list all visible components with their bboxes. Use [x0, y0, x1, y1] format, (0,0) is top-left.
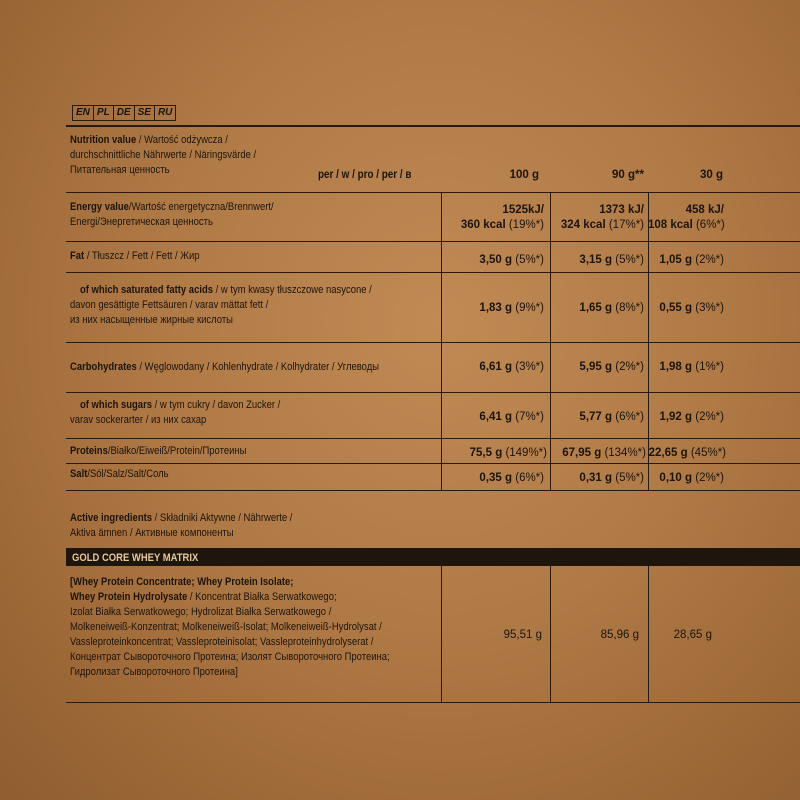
row-salt-100g — [441, 471, 544, 485]
row-saturated-label-bold: of which saturated fatty acids — [80, 284, 214, 296]
row-sugars-90g — [550, 410, 644, 424]
row-sugars-100g-pct: (7%*) — [515, 411, 544, 423]
row-proteins-label-rest: /Białko/Eiweiß/Protein/Протеины — [107, 445, 247, 457]
rule-header — [66, 192, 800, 193]
rule-proteins — [66, 463, 800, 464]
rule-carbs — [66, 392, 800, 393]
row-carbs-100g-pct: (3%*) — [515, 361, 544, 373]
lang-tag-en: EN — [72, 105, 94, 121]
row-proteins-100g-pct: (149%*) — [505, 447, 547, 459]
rule-bottom — [66, 702, 800, 703]
active-ingredients-label-bold: Active ingredients — [70, 512, 153, 524]
row-carbs-100g — [441, 360, 544, 374]
row-energy-100g-kcal — [441, 218, 544, 232]
row-saturated-30g — [648, 301, 724, 315]
row-fat-100g-pct: (5%*) — [515, 254, 544, 266]
row-saturated-100g — [441, 301, 544, 315]
row-proteins-30g-pct: (45%*) — [690, 447, 726, 459]
header-col-90g: 90 g** — [612, 169, 644, 181]
header-line2: durchschnittliche Nährwerte / Näringsvärde / — [70, 149, 257, 161]
row-salt-30g-val: 0,10 g — [659, 472, 693, 484]
matrix-line4: Molkeneiweiß-Konzentrat; Molkeneiweiß-Isolat; Molkeneiweiß-Hydrolysat / — [70, 621, 382, 633]
row-salt-label-bold: Salt — [70, 468, 88, 480]
row-salt-30g — [648, 471, 724, 485]
row-fat-label-bold: Fat — [70, 250, 85, 262]
row-fat-90g — [550, 253, 644, 267]
row-energy-label-bold: Energy value — [70, 201, 129, 213]
row-sugars-90g-val: 5,77 g — [579, 411, 613, 423]
matrix-line1: [Whey Protein Concentrate; Whey Protein Isolate; — [70, 576, 294, 588]
row-salt-90g — [550, 471, 644, 485]
active-ingredients-label-rest: / Składniki Aktywne / Nährwerte / — [152, 512, 293, 524]
row-proteins-90g — [550, 446, 646, 460]
row-salt-90g-pct: (5%*) — [615, 472, 644, 484]
row-energy-90g-kj: 1373 kJ/ — [599, 204, 644, 216]
row-sugars-label — [80, 398, 280, 412]
row-fat-100g — [441, 253, 544, 267]
matrix-line2-bold: Whey Protein Hydrolysate — [70, 591, 188, 603]
header-per: per / w / pro / per / в — [318, 169, 412, 181]
row-saturated-label-line3: из них насыщенные жирные кислоты — [70, 314, 233, 326]
header-line3: Питательная ценность — [70, 164, 170, 176]
rule-fat — [66, 272, 800, 273]
row-energy-30g-pct: (6%*) — [695, 219, 725, 231]
active-ingredients-label — [70, 511, 292, 525]
row-proteins-100g — [441, 446, 547, 460]
row-salt-100g-val: 0,35 g — [479, 472, 513, 484]
row-carbs-30g — [648, 360, 724, 374]
row-fat-label — [70, 249, 199, 263]
row-energy-90g-kcal-val: 324 kcal — [560, 219, 606, 231]
row-energy-100g-pct: (19%*) — [508, 219, 544, 231]
matrix-line2 — [70, 590, 337, 604]
row-sugars-label-bold: of which sugars — [80, 399, 153, 411]
active-ingredients-line2: Aktiva ämnen / Активные компоненты — [70, 527, 234, 539]
language-tags — [72, 105, 175, 121]
row-energy-30g-kj: 458 kJ/ — [685, 204, 724, 216]
row-carbs-100g-val: 6,61 g — [479, 361, 513, 373]
row-fat-90g-val: 3,15 g — [579, 254, 613, 266]
row-energy-30g-kcal-val: 108 kcal — [648, 219, 693, 231]
row-saturated-label-line2: davon gesättigte Fettsäuren / varav mättat fett / — [70, 299, 269, 311]
row-carbs-30g-pct: (1%*) — [695, 361, 724, 373]
matrix-90g: 85,96 g — [600, 629, 639, 641]
lang-tag-ru: RU — [154, 105, 176, 121]
row-fat-30g-pct: (2%*) — [695, 254, 724, 266]
row-salt-100g-pct: (6%*) — [515, 472, 544, 484]
lang-tag-pl: PL — [93, 105, 114, 121]
row-proteins-30g — [648, 446, 726, 460]
matrix-title: GOLD CORE WHEY MATRIX — [72, 552, 199, 564]
row-sugars-30g-val: 1,92 g — [659, 411, 693, 423]
row-energy-90g-kcal — [550, 218, 644, 232]
row-energy-100g-kcal-val: 360 kcal — [460, 219, 506, 231]
matrix-line3: Izolat Białka Serwatkowego; Hydrolizat Białka Serwatkowego / — [70, 606, 332, 618]
header-col-30g: 30 g — [699, 169, 723, 181]
row-carbs-90g-pct: (2%*) — [615, 361, 644, 373]
row-proteins-100g-val: 75,5 g — [469, 447, 503, 459]
matrix-line7: Гидролизат Сывороточного Протеина] — [70, 666, 238, 678]
row-carbs-label-bold: Carbohydrates — [70, 361, 137, 373]
row-energy-30g-kcal — [648, 218, 724, 232]
matrix-line2-rest: / Koncentrat Białka Serwatkowego; — [187, 591, 337, 603]
row-saturated-30g-val: 0,55 g — [659, 302, 693, 314]
rule-salt — [66, 490, 800, 491]
rule-saturated — [66, 342, 800, 343]
row-energy-label-rest: /Wartość energetyczna/Brennwert/ — [128, 201, 274, 213]
header-col-100g: 100 g — [509, 169, 539, 181]
row-proteins-90g-pct: (134%*) — [604, 447, 646, 459]
row-saturated-30g-pct: (3%*) — [695, 302, 724, 314]
row-sugars-90g-pct: (6%*) — [615, 411, 644, 423]
row-saturated-label-rest: / w tym kwasy tłuszczowe nasycone / — [213, 284, 372, 296]
row-salt-label-rest: /Sól/Salz/Salt/Соль — [87, 468, 169, 480]
row-proteins-label-bold: Proteins — [70, 445, 108, 457]
row-sugars-100g-val: 6,41 g — [479, 411, 513, 423]
matrix-title-bar — [66, 548, 800, 566]
row-salt-90g-val: 0,31 g — [579, 472, 613, 484]
row-proteins-label — [70, 444, 246, 458]
row-energy-90g-pct: (17%*) — [608, 219, 644, 231]
rule-sugars — [66, 438, 800, 439]
lang-tag-se: SE — [134, 105, 155, 121]
matrix-line6: Концентрат Сывороточного Протеина; Изолят Сывороточного Протеина; — [70, 651, 390, 663]
row-saturated-label — [80, 283, 372, 297]
row-saturated-100g-pct: (9%*) — [515, 302, 544, 314]
lang-tag-de: DE — [113, 105, 135, 121]
row-fat-30g-val: 1,05 g — [659, 254, 693, 266]
row-energy-label — [70, 200, 274, 214]
rule-top — [66, 125, 800, 127]
row-carbs-90g-val: 5,95 g — [579, 361, 613, 373]
row-carbs-label — [70, 360, 379, 374]
header-title-rest: / Wartość odżywcza / — [136, 134, 228, 146]
row-proteins-90g-val: 67,95 g — [562, 447, 602, 459]
matrix-line5: Vassleproteinkoncentrat; Vassleproteinisolat; Vassleproteinhydrolyserat / — [70, 636, 374, 648]
row-energy-label-line2: Energi/Энергетическая ценность — [70, 216, 213, 228]
row-sugars-30g — [648, 410, 724, 424]
row-saturated-90g — [550, 301, 644, 315]
row-fat-90g-pct: (5%*) — [615, 254, 644, 266]
row-saturated-100g-val: 1,83 g — [479, 302, 513, 314]
row-saturated-90g-val: 1,65 g — [579, 302, 613, 314]
row-saturated-90g-pct: (8%*) — [615, 302, 644, 314]
row-energy-100g-kj: 1525kJ/ — [502, 204, 544, 216]
row-sugars-label-line2: varav sockerarter / из них сахар — [70, 414, 207, 426]
matrix-30g: 28,65 g — [673, 629, 712, 641]
header-title-bold: Nutrition value — [70, 134, 137, 146]
row-fat-30g — [648, 253, 724, 267]
row-sugars-100g — [441, 410, 544, 424]
rule-energy — [66, 241, 800, 242]
row-salt-30g-pct: (2%*) — [695, 472, 724, 484]
row-carbs-90g — [550, 360, 644, 374]
row-carbs-label-rest: / Węglowodany / Kohlenhydrate / Kolhydrater / Углеводы — [136, 361, 380, 373]
row-proteins-30g-val: 22,65 g — [648, 447, 688, 459]
row-carbs-30g-val: 1,98 g — [659, 361, 693, 373]
header-title — [70, 133, 228, 147]
row-sugars-30g-pct: (2%*) — [695, 411, 724, 423]
row-fat-label-rest: / Tłuszcz / Fett / Fett / Жир — [84, 250, 200, 262]
matrix-100g: 95,51 g — [503, 629, 542, 641]
row-fat-100g-val: 3,50 g — [479, 254, 513, 266]
row-sugars-label-rest: / w tym cukry / davon Zucker / — [152, 399, 281, 411]
row-salt-label — [70, 467, 169, 481]
